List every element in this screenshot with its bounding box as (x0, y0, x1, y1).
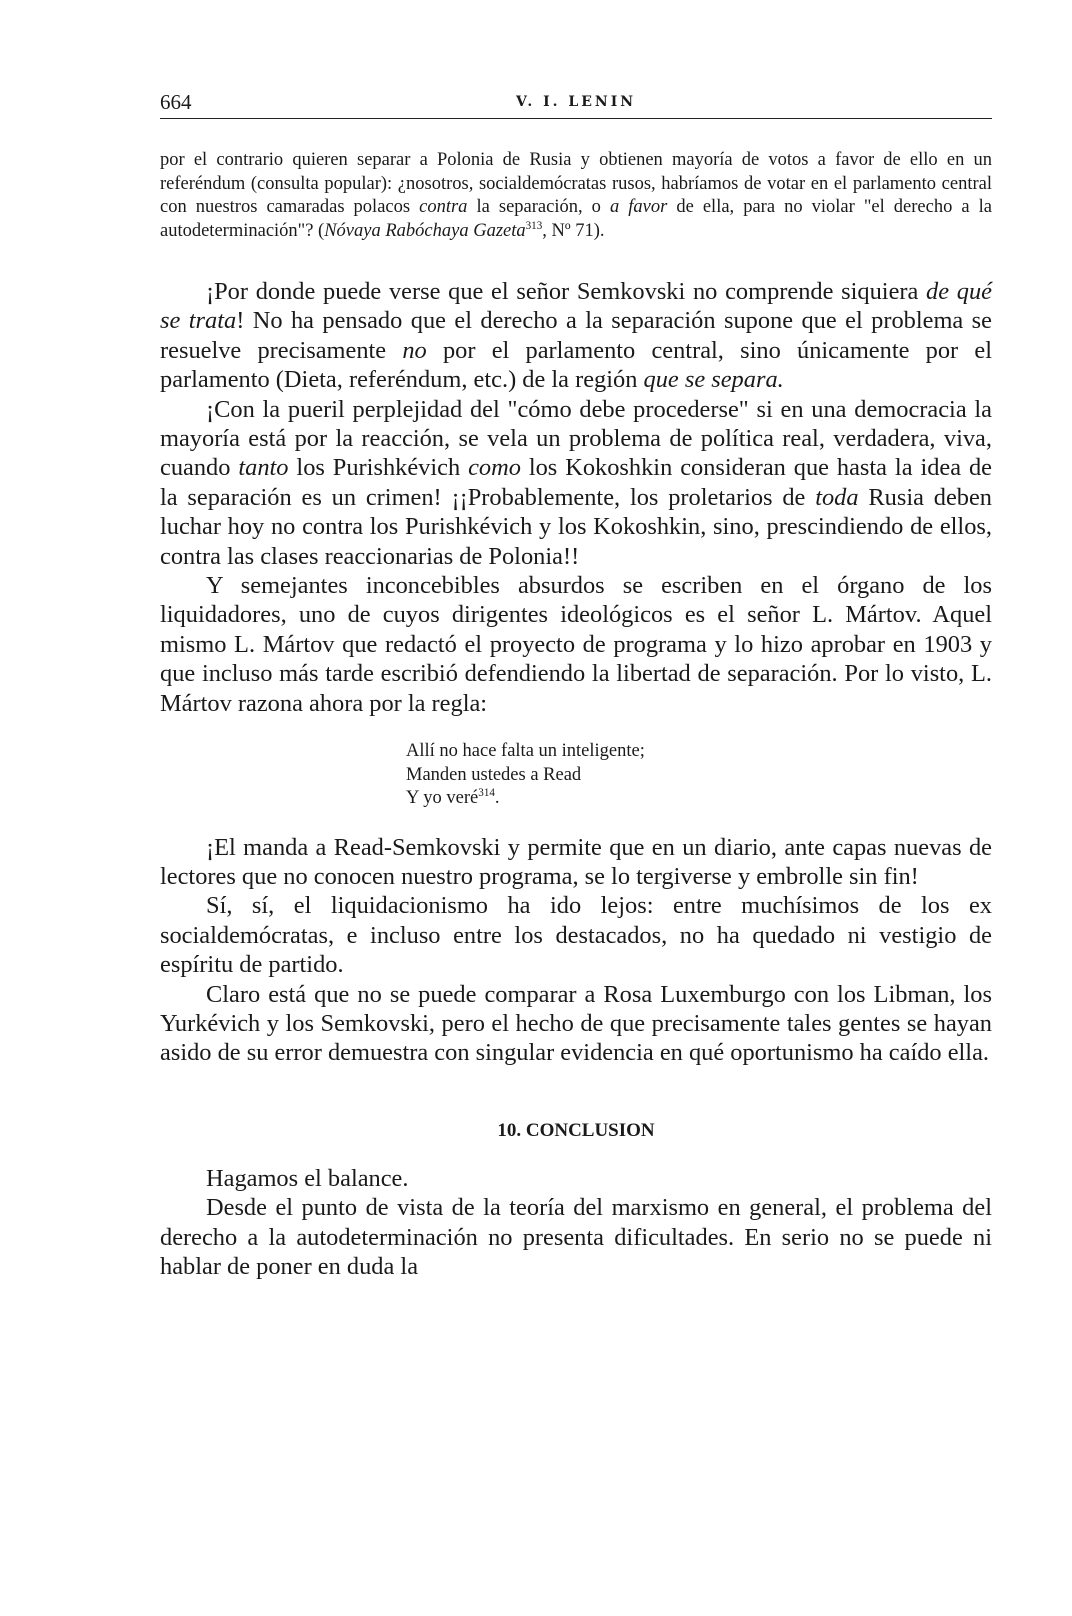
verse-line (406, 787, 992, 811)
emphasis: toda (815, 483, 859, 511)
quoted-passage (160, 149, 992, 243)
emphasis: no (402, 336, 427, 364)
quote-text: , Nº 71). (542, 220, 605, 241)
paragraph: Sí, sí, el liquidacionismo ha ido lejos: entre muchísimos de los ex socialdemócratas, e incluso entre los destacados, no ha quedado ni vestigio de espíritu de partido. (160, 892, 992, 979)
paragraph: Hagamos el balance. (206, 1164, 409, 1192)
text-run: ¡Con la pueril perplejidad del "cómo debe procederse" si en una democracia la mayoría está por la reacción, se vela un problema de política real, verdadera, viva, cuando (160, 395, 992, 482)
newspaper-title: Nóvaya Rabóchaya Gazeta (324, 220, 526, 241)
body-text (160, 833, 992, 1068)
page-header (160, 88, 992, 119)
text-run: ! No ha pensado que el derecho a la separación supone que el problema se resuelve precisamente (160, 307, 992, 364)
quote-emphasis: contra (419, 197, 468, 217)
emphasis: que se separa. (643, 366, 784, 394)
paragraph: Claro está que no se puede comparar a Rosa Luxemburgo con los Libman, los Yurkévich y los Semkovski, pero el hecho de que precisamente tales gentes se hayan asido de su error demuestra con singular evidencia en qué oportunismo ha caído ella. (160, 980, 992, 1067)
verse-quote (406, 740, 992, 811)
quote-text: la separación, o (467, 197, 610, 217)
text-run: Rusia deben luchar hoy no contra los Purishkévich y los Kokoshkin, sino, prescindiendo de ellos, contra las clases reaccionarias de Polonia!! (160, 483, 992, 570)
body-text (160, 1164, 992, 1282)
page-number: 664 (160, 90, 192, 114)
verse-line: Manden ustedes a Read (406, 764, 582, 785)
quote-text: por el contrario quieren separar a Polonia de Rusia y obtienen mayoría de votos a favor de ello en un referéndum (consulta popular): ¿nosotros, socialdemócratas rusos, habríamos de votar en el parlamento central con nuestros camaradas polacos (160, 150, 992, 217)
emphasis: como (468, 454, 521, 482)
paragraph: ¡El manda a Read-Semkovski y permite que en un diario, ante capas nuevas de lectores que no conocen nuestro programa, se lo tergiverse y embrolle sin fin! (160, 833, 992, 890)
section-heading: 10. CONCLUSION (497, 1119, 655, 1141)
verse-text: . (494, 788, 500, 809)
emphasis: de qué se trata (160, 278, 992, 335)
paragraph (160, 277, 992, 395)
text-run: por el parlamento central, sino únicamente por el parlamento (Dieta, referéndum, etc.) de la región (160, 336, 992, 394)
verse-line: Allí no hace falta un inteligente; (406, 741, 645, 762)
body-text (160, 277, 992, 718)
running-head: V. I. LENIN (515, 94, 637, 110)
page (160, 88, 992, 1281)
paragraph (160, 395, 992, 571)
text-run: los Purishkévich (288, 454, 469, 482)
paragraph: Y semejantes inconcebibles absurdos se escriben en el órgano de los liquidadores, uno de cuyos dirigentes ideológicos es el señor L. Mártov. Aquel mismo L. Mártov que redactó el proyecto de programa y lo hizo aprobar en 1903 y que incluso más tarde escribió defendiendo la libertad de separación. Por lo visto, L. Mártov razona ahora por la regla: (160, 572, 992, 717)
footnote-ref: 313 (525, 219, 543, 232)
verse-text: Y yo veré (406, 788, 479, 809)
footnote-ref: 314 (478, 786, 495, 799)
paragraph: Desde el punto de vista de la teoría del marxismo en general, el problema del derecho a la autodeterminación no presenta dificultades. En serio no se puede ni hablar de poner en duda la (160, 1194, 992, 1281)
text-run: ¡Por donde puede verse que el señor Semkovski no comprende siquiera (206, 278, 927, 305)
text-run: los Kokoshkin consideran que hasta la idea de la separación es un crimen! ¡¡Probablemente, los proletarios de (160, 454, 993, 511)
emphasis: tanto (238, 454, 289, 482)
quote-emphasis: a favor (609, 197, 668, 217)
quote-text: de ella, para no violar "el derecho a la autodeterminación"? ( (160, 197, 992, 241)
